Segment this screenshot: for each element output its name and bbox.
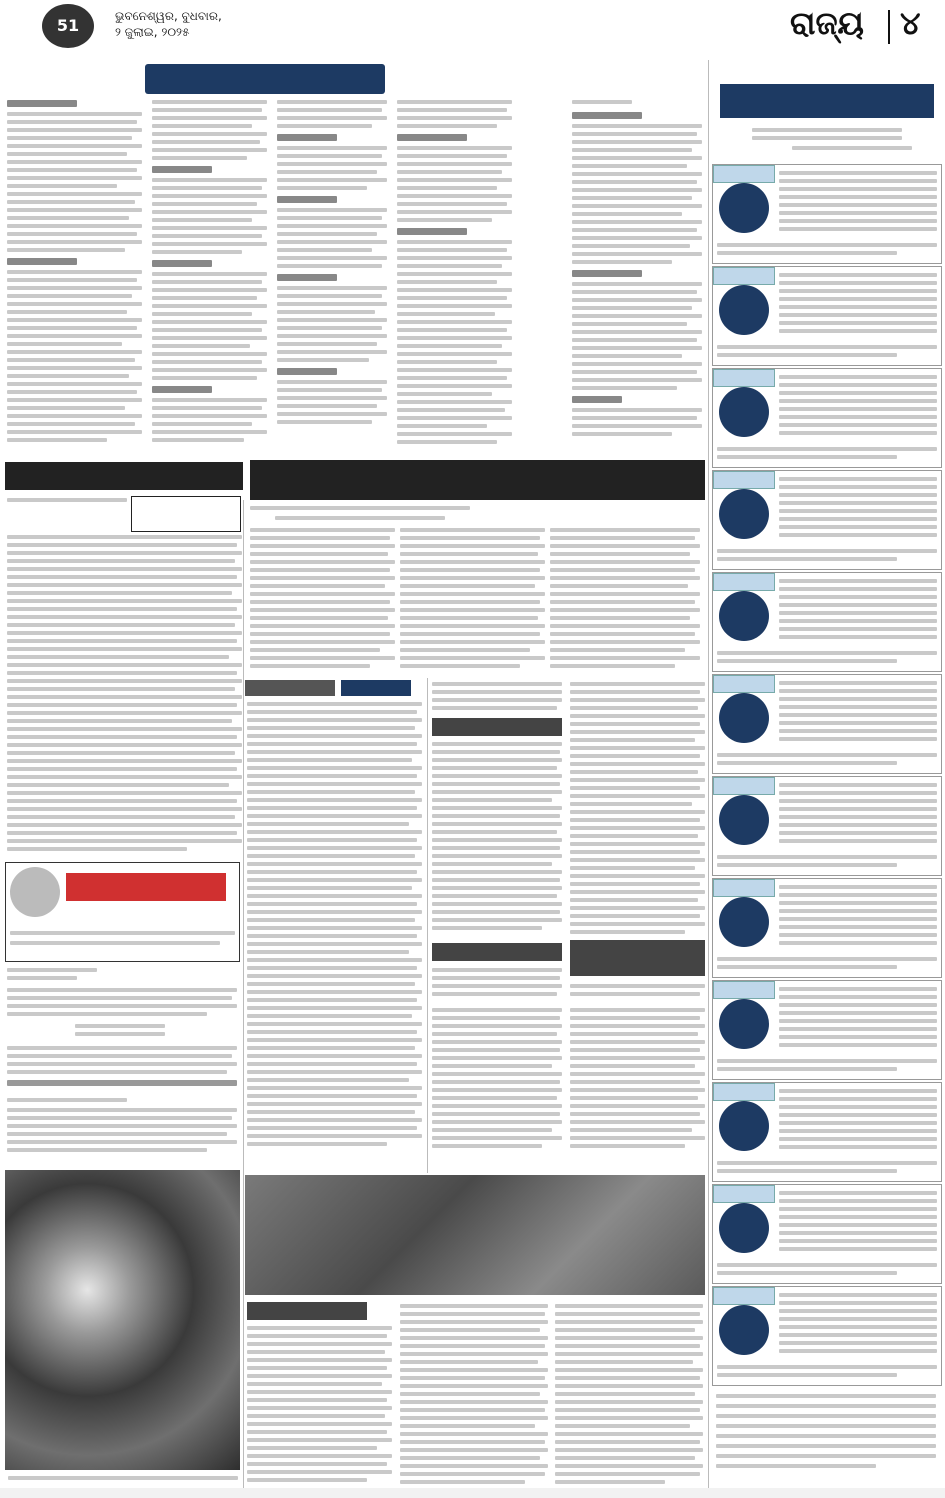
logo-number: 51 xyxy=(56,16,80,35)
sign-tab xyxy=(713,165,775,183)
sign-tab xyxy=(713,267,775,285)
sign-tab xyxy=(713,369,775,387)
events-block xyxy=(5,62,705,457)
dateline-line1: ଭୁବନେଶ୍ୱର, ବୁଧବାର, xyxy=(115,9,222,23)
sign-4 xyxy=(712,470,942,570)
bottom-story-title xyxy=(247,1302,367,1320)
bottom-story xyxy=(245,1300,705,1490)
sign-2 xyxy=(712,266,942,366)
events-header xyxy=(145,64,385,94)
events-col-4 xyxy=(395,98,515,453)
sign-7 xyxy=(712,776,942,876)
sign-9 xyxy=(712,980,942,1080)
mid-column-2 xyxy=(430,678,705,1008)
subhead-water xyxy=(432,943,562,961)
dateline xyxy=(115,8,295,40)
sign-tab xyxy=(713,471,775,489)
sign-12 xyxy=(712,1286,942,1386)
sign-tab xyxy=(713,1083,775,1101)
events-col-1 xyxy=(5,98,145,453)
column-rule xyxy=(427,678,428,1173)
zodiac-icon xyxy=(719,999,769,1049)
events-col-2 xyxy=(150,98,270,453)
cartoon-text xyxy=(5,966,240,1091)
zodiac-icon xyxy=(719,897,769,947)
cartoon-title xyxy=(66,873,226,901)
events-col-6 xyxy=(570,98,705,453)
zodiac-icon xyxy=(719,591,769,641)
sign-10 xyxy=(712,1082,942,1182)
zodiac-icon xyxy=(719,1203,769,1253)
sign-3 xyxy=(712,368,942,468)
satellite-caption-top xyxy=(5,1094,240,1166)
sign-tab xyxy=(713,981,775,999)
title-divider xyxy=(888,10,890,44)
side-note-box xyxy=(131,496,241,532)
cartoon-box xyxy=(5,862,240,962)
sign-tab xyxy=(713,573,775,591)
column-rule xyxy=(708,60,709,1490)
mid-column-1 xyxy=(245,702,425,1172)
events-col-3 xyxy=(275,98,390,453)
sign-tab xyxy=(713,1287,775,1305)
masthead xyxy=(0,0,945,55)
sign-tab xyxy=(713,675,775,693)
banner-headline xyxy=(250,460,705,500)
logo-badge-icon xyxy=(42,4,94,48)
zodiac-icon xyxy=(719,1101,769,1151)
meeting-photo xyxy=(245,1175,705,1295)
zodiac-icon xyxy=(719,795,769,845)
subhead-odisha xyxy=(432,718,562,736)
lead-story-body xyxy=(5,535,245,855)
story-sea-rise-tag xyxy=(341,680,411,696)
section-title: ରାଜ୍ୟ xyxy=(790,4,864,42)
story-sea-rise-title xyxy=(245,680,335,696)
zodiac-icon xyxy=(719,489,769,539)
horoscope-column xyxy=(712,62,942,1492)
horoscope-header xyxy=(720,84,934,118)
zodiac-icon xyxy=(719,1305,769,1355)
sign-1 xyxy=(712,164,942,264)
sign-8 xyxy=(712,878,942,978)
sign-6 xyxy=(712,674,942,774)
zodiac-icon xyxy=(719,693,769,743)
cartoon-icon xyxy=(10,867,60,917)
mid-column-3 xyxy=(430,1008,705,1168)
footer-registration-bar xyxy=(0,1488,945,1498)
almanac-note xyxy=(712,1390,942,1490)
dateline-line2: ୨ ଜୁଲାଇ, ୨୦୨୫ xyxy=(115,25,190,39)
zodiac-icon xyxy=(719,285,769,335)
satellite-image xyxy=(5,1170,240,1470)
column-rule xyxy=(243,500,244,1490)
lead-headline xyxy=(5,462,243,490)
sign-5 xyxy=(712,572,942,672)
sign-11 xyxy=(712,1184,942,1284)
zodiac-icon xyxy=(719,183,769,233)
banner-story xyxy=(250,528,705,673)
subhead-minister xyxy=(570,940,705,976)
zodiac-icon xyxy=(719,387,769,437)
page-number: ୪ xyxy=(900,4,921,42)
sign-tab xyxy=(713,777,775,795)
sign-tab xyxy=(713,1185,775,1203)
sign-tab xyxy=(713,879,775,897)
events-col-5 xyxy=(520,98,525,99)
